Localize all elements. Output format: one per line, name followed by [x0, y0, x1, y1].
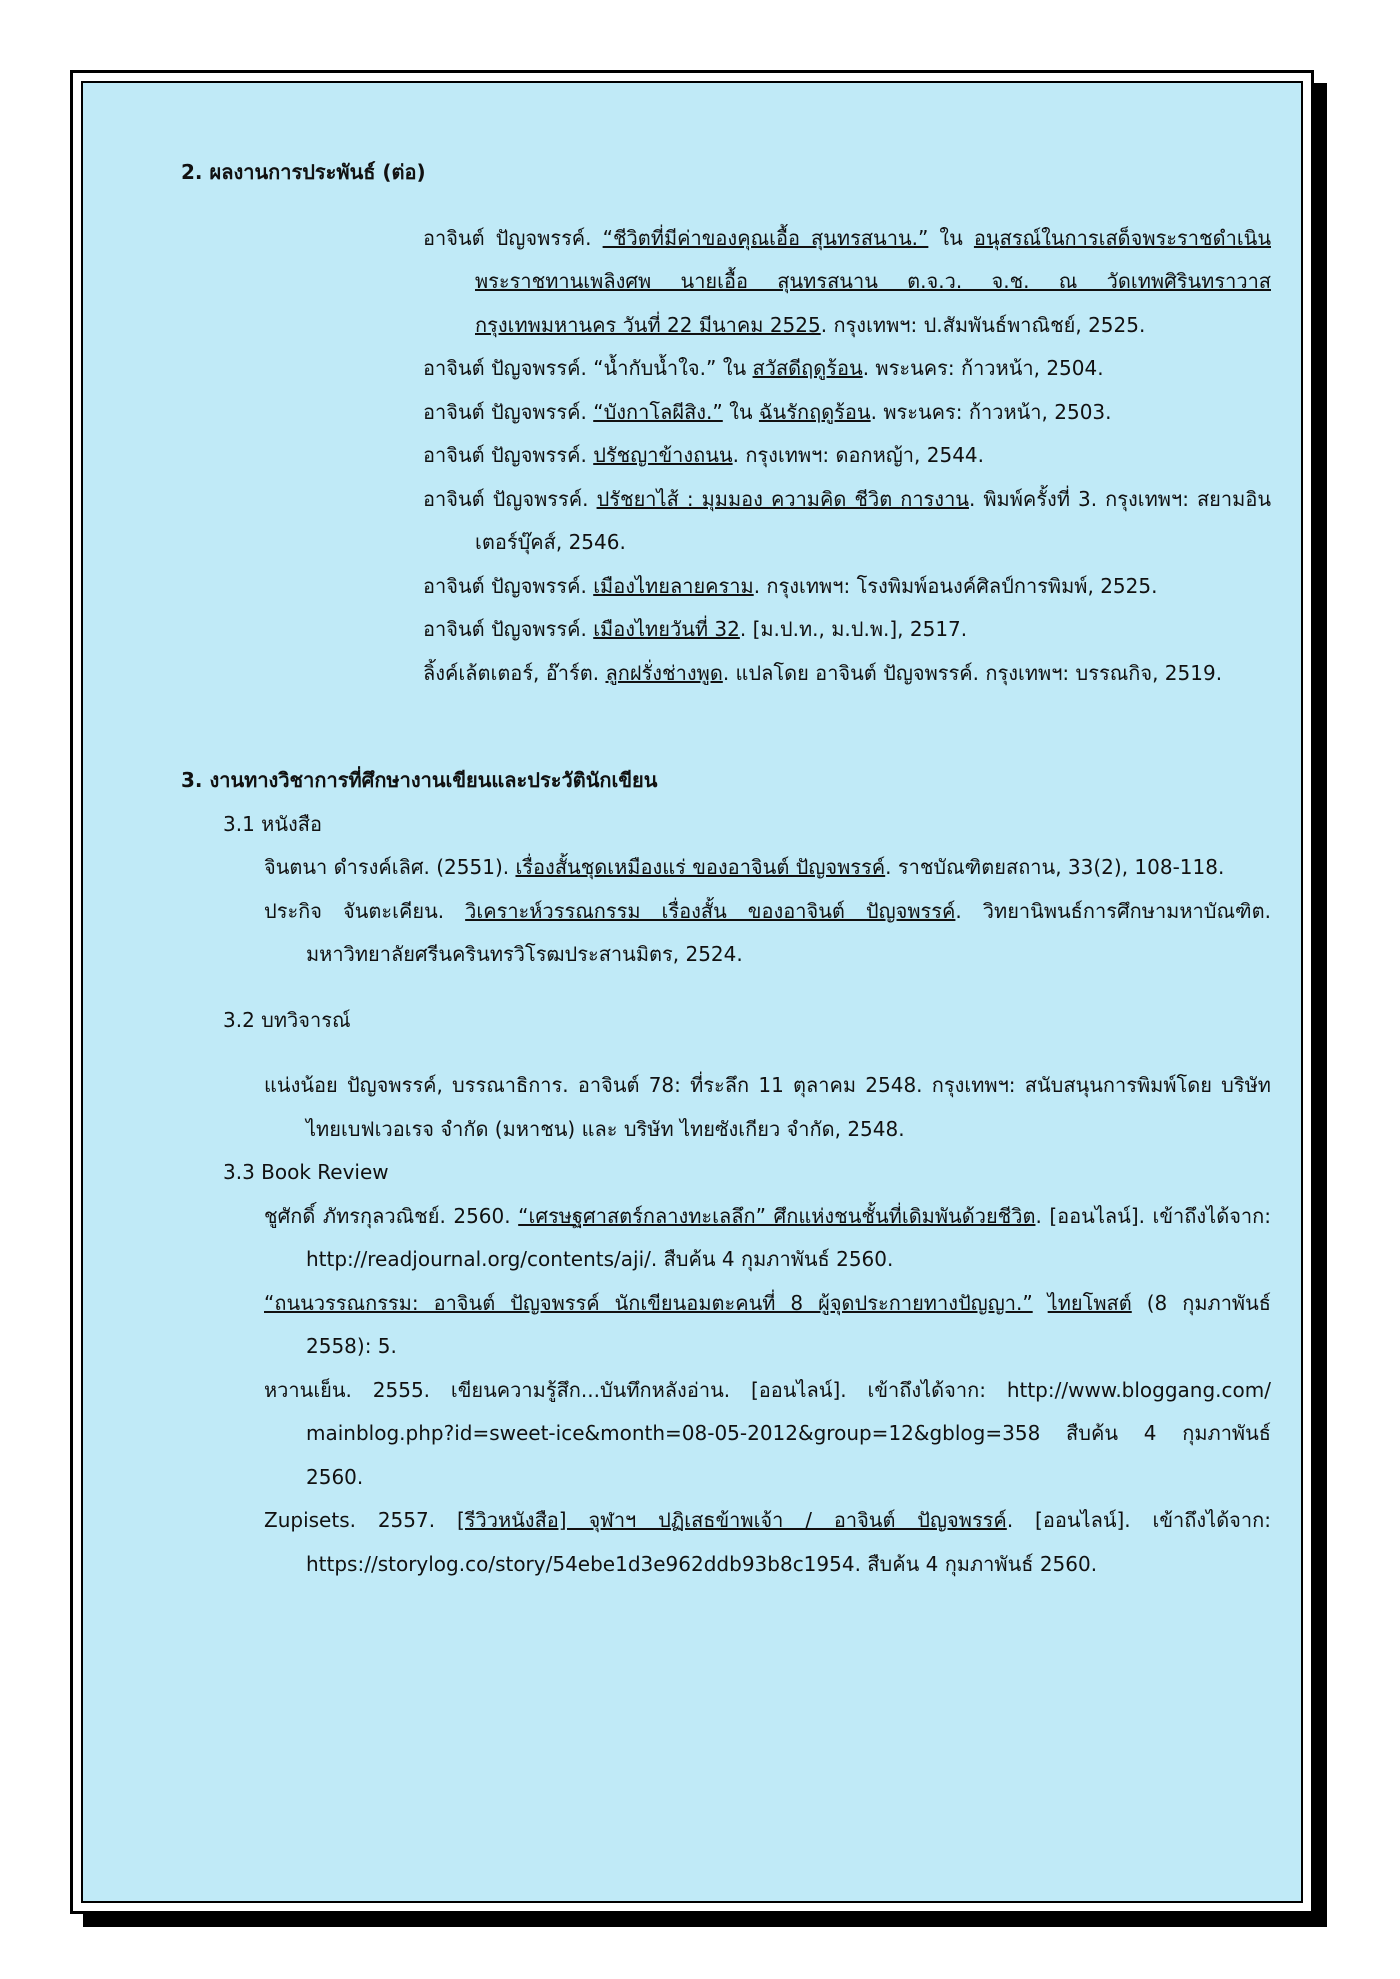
entry-text: ใน: [928, 225, 974, 250]
bibliography-entry: [423, 434, 1271, 478]
page-frame: [81, 81, 1303, 1903]
entry-text: . แปลโดย อาจินต์ ปัญจพรรค์. กรุงเทพฯ: บรรณกิจ, 2519.: [722, 660, 1223, 685]
entry-text: . พิมพ์ครั้งที่ 3. กรุงเทพฯ: สยามอินเตอร์บุ๊คส์, 2546.: [475, 486, 1272, 554]
entry-title: วิเคราะห์วรรณกรรม เรื่องสั้น ของอาจินต์ ปัญจพรรค์: [465, 898, 956, 923]
entry-text: อาจินต์ ปัญจพรรค์.: [423, 225, 603, 250]
entry-text: Zupisets. 2557.: [264, 1508, 457, 1532]
entry-text: . [ออนไลน์]. เข้าถึงได้จาก: https://storylog.co/story/54ebe1d3e962ddb93b8c1954. สืบค้น 4 กุมภาพันธ์ 2560.: [306, 1508, 1271, 1576]
entry-text: . [ม.ป.ท., ม.ป.พ.], 2517.: [739, 617, 968, 641]
entry-text: อาจินต์ ปัญจพรรค์.: [423, 399, 594, 424]
bibliography-entry: [264, 846, 1271, 890]
entry-title: เรื่องสั้นชุดเหมืองแร่ ของอาจินต์ ปัญจพรรค์: [515, 855, 886, 879]
entry-text: อาจินต์ ปัญจพรรค์.: [423, 573, 594, 598]
entry-text: แน่งน้อย ปัญจพรรค์, บรรณาธิการ. อาจินต์ 78: ที่ระลึก 11 ตุลาคม 2548. กรุงเทพฯ: สนับสนุนการพิมพ์โดย บริษัท ไทยเบฟเวอเรจ จำกัด (มหาชน) และ บริษัท ไทยซังเกียว จำกัด, 2548.: [264, 1073, 1271, 1141]
entry-text: . กรุงเทพฯ: ดอกหญ้า, 2544.: [732, 443, 985, 467]
entry-title: สวัสดีฤดูร้อน: [752, 356, 863, 380]
entry-title: “ถนนวรรณกรรม: อาจินต์ ปัญจพรรค์ นักเขียนอมตะคนที่ 8 ผู้จุดประกายทางปัญญา.”: [264, 1290, 1033, 1315]
entry-title: เมืองไทยลายคราม: [593, 573, 754, 598]
page-outer-border: [70, 70, 1314, 1914]
entry-title: ฉันรักฤดูร้อน: [758, 399, 871, 424]
bibliography-entry: [264, 1369, 1271, 1500]
bibliography-entry: [423, 608, 1271, 652]
entry-title: “ชีวิตที่มีค่าของคุณเอื้อ สุนทรสนาน.”: [602, 225, 929, 250]
entry-text: อาจินต์ ปัญจพรรค์.: [423, 443, 594, 467]
entry-title: [รีวิวหนังสือ] จุฬาฯ ปฏิเสธข้าพเจ้า / อาจินต์ ปัญจพรรค์: [456, 1508, 1007, 1532]
entry-text: ใน: [722, 399, 759, 424]
section-2-bibliography: [423, 217, 1271, 696]
entry-title: ลูกฝรั่งช่างพูด: [605, 660, 723, 685]
entry-title: อนุสรณ์ในการเสด็จพระราชดำเนินพระราชทานเพลิงศพ นายเอื้อ สุนทรสนาน ต.จ.ว. จ.ช. ณ วัดเทพศิรินทราวาส กรุงเทพมหานคร วันที่ 22 มีนาคม 2525: [475, 225, 1271, 337]
document-body: [181, 151, 1271, 1586]
bibliography-entry: [423, 347, 1271, 391]
entry-text: [1033, 1291, 1048, 1315]
entry-text: อาจินต์ ปัญจพรรค์.: [423, 486, 597, 511]
subsection-3-1-list: [264, 846, 1271, 977]
subsection-3-3-title: 3.3 Book Review: [223, 1160, 389, 1184]
entry-text: หวานเย็น. 2555. เขียนความรู้สึก...บันทึกหลังอ่าน. [ออนไลน์]. เข้าถึงได้จาก: http://www.bloggang.com/ mainblog.php?id=sweet-ice&month=08-05-2012&group=12&gblog=358 สืบค้น 4 กุมภาพันธ์ 2560.: [264, 1377, 1271, 1489]
bibliography-entry: [423, 217, 1271, 348]
subsection-3-2-title: 3.2 บทวิจารณ์: [223, 1007, 351, 1032]
entry-text: ประกิจ จันตะเคียน.: [264, 898, 466, 923]
entry-text: . พระนคร: ก้าวหน้า, 2503.: [870, 399, 1112, 424]
bibliography-entry: [264, 1282, 1271, 1369]
subsection-3-1-title: 3.1 หนังสือ: [223, 811, 323, 836]
entry-text: . กรุงเทพฯ: โรงพิมพ์อนงค์ศิลป์การพิมพ์, 2525.: [753, 573, 1158, 598]
entry-title: ปรัชญาข้างถนน: [593, 443, 733, 467]
entry-title: “เศรษฐศาสตร์กลางทะเลลึก” ศึกแห่งชนชั้นที่เดิมพันด้วยชีวิต: [518, 1203, 1036, 1228]
entry-text: ลิ้งค์เล้ตเตอร์, อ๊าร์ต.: [423, 660, 606, 685]
entry-title: “บังกาโลผีสิง.”: [593, 399, 723, 424]
entry-text: . ราชบัณฑิตยสถาน, 33(2), 108-118.: [885, 855, 1225, 879]
entry-text: . [ออนไลน์]. เข้าถึงได้จาก: http://readjournal.org/contents/aji/. สืบค้น 4 กุมภาพันธ์ 2560.: [306, 1203, 1271, 1271]
entry-text: อาจินต์ ปัญจพรรค์. “น้ำกับน้ำใจ.” ใน: [423, 356, 753, 380]
bibliography-entry: [423, 652, 1271, 696]
bibliography-entry: [264, 1499, 1271, 1586]
entry-text: . พระนคร: ก้าวหน้า, 2504.: [862, 356, 1104, 380]
entry-title: เมืองไทยวันที่ 32: [593, 617, 740, 641]
section-2-heading: 2. ผลงานการประพันธ์ (ต่อ): [181, 160, 426, 184]
bibliography-entry: [423, 391, 1271, 435]
entry-text: (8 กุมภาพันธ์ 2558): 5.: [306, 1290, 1271, 1358]
entry-text: อาจินต์ ปัญจพรรค์.: [423, 617, 594, 641]
entry-title: ไทยโพสต์: [1047, 1290, 1132, 1315]
bibliography-entry: [423, 565, 1271, 609]
subsection-3-3-list: [264, 1195, 1271, 1587]
bibliography-entry: [264, 890, 1271, 977]
section-3-heading: 3. งานทางวิชาการที่ศึกษางานเขียนและประวัตินักเขียน: [181, 768, 658, 792]
entry-text: . กรุงเทพฯ: ป.สัมพันธ์พาณิชย์, 2525.: [820, 312, 1146, 337]
bibliography-entry: [423, 478, 1271, 565]
bibliography-entry: [264, 1064, 1271, 1151]
entry-text: จินตนา ดำรงค์เลิศ. (2551).: [264, 855, 516, 879]
entry-title: ปรัชยาไส้ : มุมมอง ความคิด ชีวิต การงาน: [596, 486, 969, 511]
subsection-3-2-list: [264, 1064, 1271, 1151]
entry-text: . วิทยานิพนธ์การศึกษามหาบัณฑิต. มหาวิทยาลัยศรีนครินทรวิโรฒประสานมิตร, 2524.: [306, 898, 1271, 966]
bibliography-entry: [264, 1195, 1271, 1282]
entry-text: ชูศักดิ์ ภัทรกุลวณิชย์. 2560.: [264, 1203, 519, 1228]
